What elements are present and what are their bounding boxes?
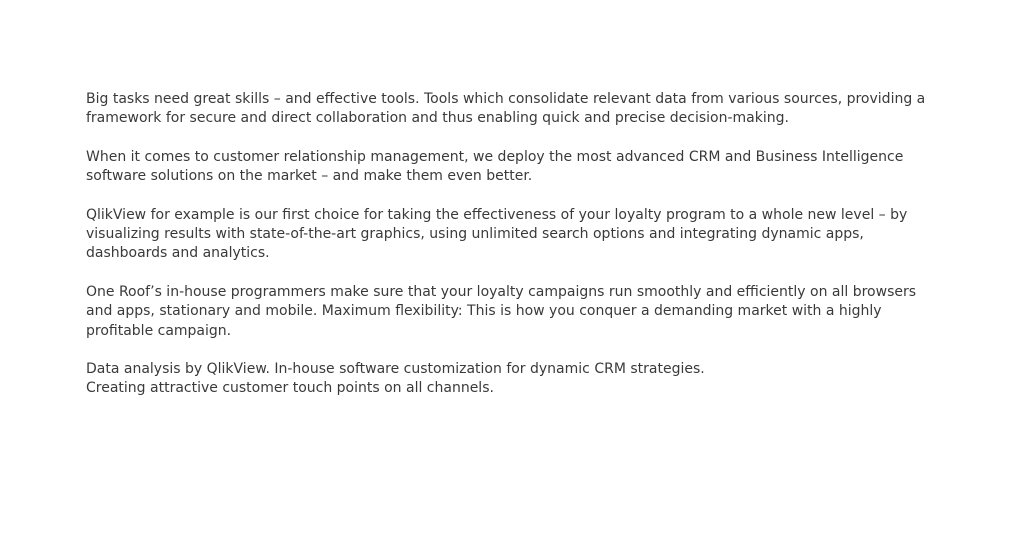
summary-line-touchpoints: Creating attractive customer touch points on all channels.: [86, 380, 494, 397]
paragraph-summary: [86, 360, 946, 399]
body-text: [86, 90, 946, 399]
paragraph-qlikview: QlikView for example is our first choice for taking the effectiveness of your loyalty program to a whole new level – by visualizing results with state-of-the-art graphics, using unlimited search options and integrating dynamic apps, dashboards and analytics.: [86, 206, 908, 262]
summary-line-analysis: Data analysis by QlikView. In-house software customization for dynamic CRM strategies.: [86, 361, 705, 378]
paragraph-tools: Big tasks need great skills – and effective tools. Tools which consolidate relevant data from various sources, providing a framework for secure and direct collaboration and thus enabling quick and precise decision-making.: [86, 91, 926, 127]
paragraph-programmers: One Roof’s in-house programmers make sure that your loyalty campaigns run smoothly and efficiently on all browsers and apps, stationary and mobile. Maximum flexibility: This is how you conquer a demanding market with a highly profitable campaign.: [86, 283, 917, 339]
paragraph-crm: When it comes to customer relationship management, we deploy the most advanced CRM and Business Intelligence software solutions on the market – and make them even better.: [86, 148, 904, 185]
